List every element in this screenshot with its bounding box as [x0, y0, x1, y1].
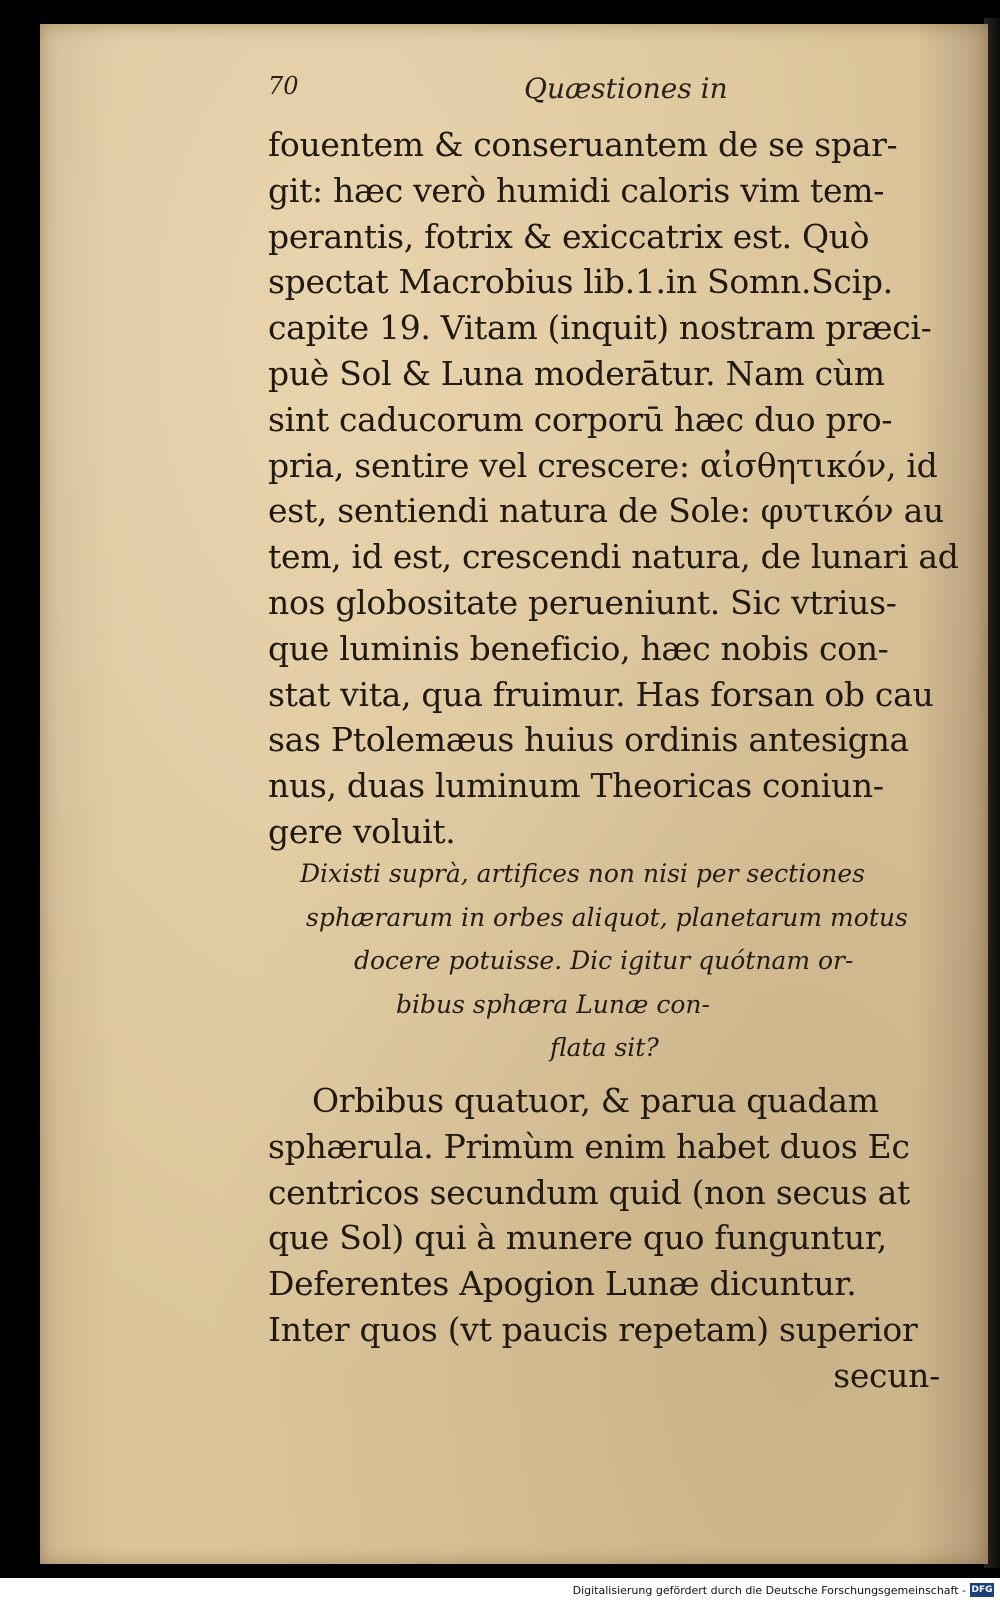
text-line: git: hæc verò humidi caloris vim tem- [268, 170, 885, 210]
text-line: sphærula. Primùm enim habet duos Ec [268, 1126, 910, 1166]
answer-text [268, 1078, 940, 1399]
question-line: docere potuisse. Dic igitur quótnam or- [354, 946, 854, 975]
funding-credit: Digitalisierung gefördert durch die Deutsche Forschungsgemeinschaft - [572, 1584, 966, 1597]
question-line: sphærarum in orbes aliquot, planetarum motus [306, 902, 908, 932]
text-line: gere voluit. [268, 811, 456, 851]
text-line: est, sentiendi natura de Sole: φυτικόν au [268, 491, 944, 531]
question-line: bibus sphæra Lunæ con- [396, 989, 710, 1019]
text-line: capite 19. Vitam (inquit) nostram præci- [268, 308, 932, 348]
text-line: sint caducorum corporū hæc duo pro- [268, 399, 893, 439]
text-line: stat vita, qua fruimur. Has forsan ob cau [268, 674, 934, 714]
catchword: secun- [833, 1355, 940, 1395]
page-header [268, 72, 728, 112]
running-head: Quæstiones in [524, 72, 728, 105]
text-line: nos globositate perueniunt. Sic vtrius- [268, 582, 897, 622]
text-line: Deferentes Apogion Lunæ dicuntur. [268, 1264, 857, 1304]
text-line: sas Ptolemæus huius ordinis antesigna [268, 720, 909, 760]
text-line: tem, id est, crescendi natura, de lunari ad [268, 537, 959, 577]
question-block [300, 852, 910, 1070]
footer-bar [0, 1578, 1000, 1607]
text-line: perantis, fotrix & exiccatrix est. Quò [268, 216, 870, 256]
text-line: Orbibus quatuor, & parua quadam [312, 1081, 879, 1120]
text-line: que luminis beneficio, hæc nobis con- [268, 628, 889, 668]
text-line: nus, duas luminum Theoricas coniun- [268, 766, 884, 806]
body-text [268, 122, 959, 855]
text-line: que Sol) qui à munere quo funguntur, [268, 1218, 887, 1258]
dfg-logo-icon: DFG [971, 1585, 993, 1595]
text-line: centricos secundum quid (non secus at [268, 1172, 910, 1212]
question-line: flata sit? [550, 1033, 659, 1062]
text-line: fouentem & conseruantem de se spar- [268, 125, 898, 164]
text-line: spectat Macrobius lib.1.in Somn.Scip. [268, 262, 893, 302]
question-line: Dixisti suprà, artifices non nisi per sectiones [300, 859, 865, 888]
text-line: pria, sentire vel crescere: αἰσθητικόν, id [268, 445, 938, 485]
page-number: 70 [268, 72, 299, 100]
text-line: Inter quos (vt paucis repetam) superior [268, 1309, 918, 1349]
text-line: puè Sol & Luna moderātur. Nam cùm [268, 353, 885, 393]
